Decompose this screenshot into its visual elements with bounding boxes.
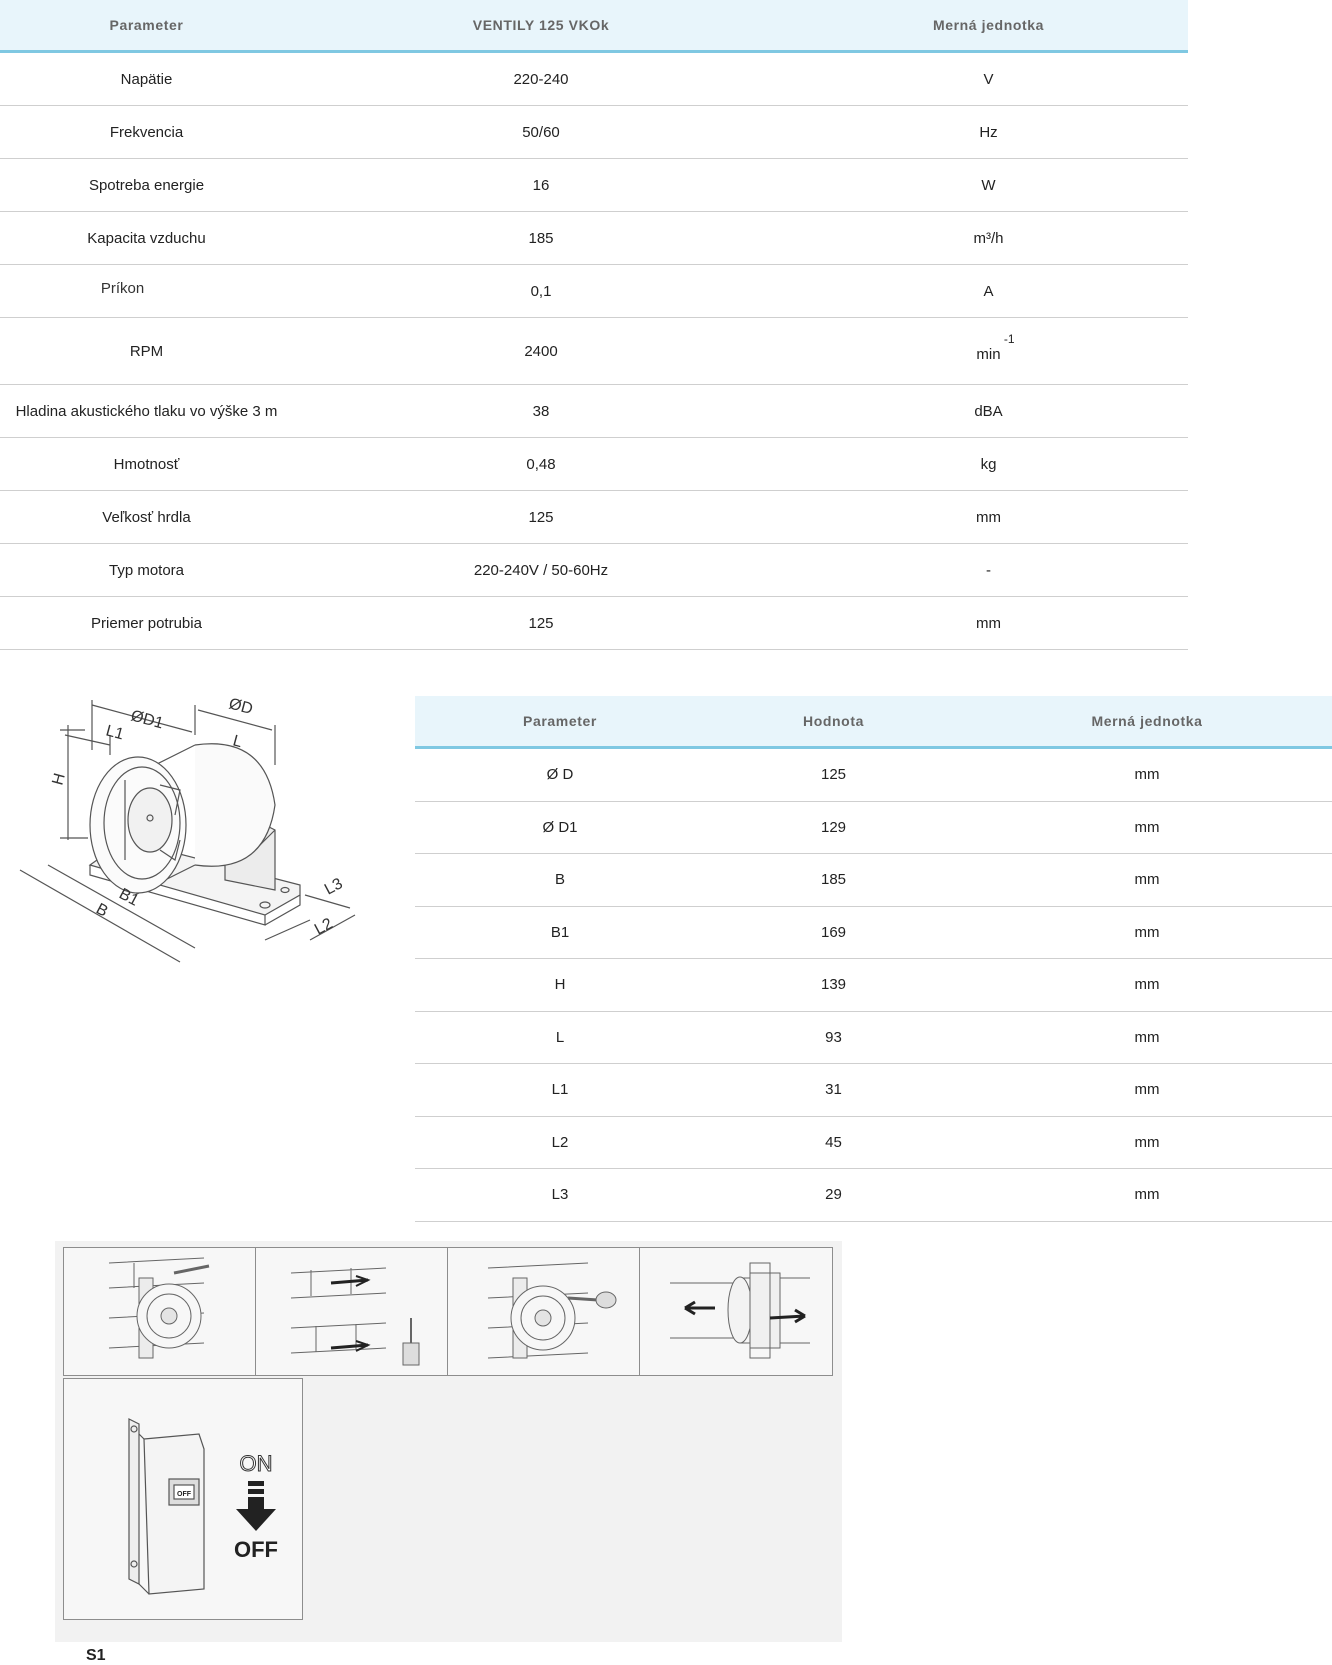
value-cell: 220-240 [293, 52, 789, 106]
unit-cell: mm [962, 1064, 1332, 1117]
param-cell: Typ motora [0, 544, 293, 597]
table-row [415, 906, 1332, 959]
param-cell: L1 [415, 1064, 705, 1117]
table-row [415, 1116, 1332, 1169]
unit-exponent: -1 [1003, 331, 1015, 346]
unit-cell [789, 318, 1188, 385]
down-arrow-icon [236, 1481, 276, 1531]
unit-cell: m³/h [789, 212, 1188, 265]
install-step-1 [63, 1247, 257, 1376]
table-row [415, 1064, 1332, 1117]
table-row [0, 159, 1188, 212]
table-row [415, 854, 1332, 907]
param-cell: Hmotnosť [0, 438, 293, 491]
table-row [0, 265, 1188, 318]
dim-header-unit: Merná jednotka [962, 696, 1332, 748]
table-row [0, 385, 1188, 438]
value-cell: 50/60 [293, 106, 789, 159]
param-cell: Hladina akustického tlaku vo výške 3 m [0, 385, 293, 438]
value-cell: 93 [705, 1011, 962, 1064]
table-row [0, 52, 1188, 106]
install-step-4 [639, 1247, 833, 1376]
label-l1: L1 [103, 722, 126, 744]
duct-connect-icon [640, 1248, 832, 1375]
param-cell: Ø D [415, 748, 705, 802]
table-row [415, 801, 1332, 854]
value-cell: 169 [705, 906, 962, 959]
unit-cell: mm [789, 491, 1188, 544]
unit-cell: mm [962, 801, 1332, 854]
unit-cell: mm [962, 959, 1332, 1012]
unit-cell: Hz [789, 106, 1188, 159]
table-row [0, 544, 1188, 597]
specs-header-row [0, 0, 1188, 52]
table-row [415, 959, 1332, 1012]
specs-header-parameter: Parameter [0, 0, 293, 52]
unit-cell: mm [789, 597, 1188, 650]
value-cell: 29 [705, 1169, 962, 1222]
param-cell: RPM [0, 318, 293, 385]
unit-cell: dBA [789, 385, 1188, 438]
table-row [0, 106, 1188, 159]
param-cell: L3 [415, 1169, 705, 1222]
label-b: B [93, 900, 111, 921]
unit-cell: mm [962, 748, 1332, 802]
unit-cell: V [789, 52, 1188, 106]
breaker-off-label: OFF [177, 1491, 191, 1498]
table-row [0, 491, 1188, 544]
unit-cell: W [789, 159, 1188, 212]
param-cell: H [415, 959, 705, 1012]
dim-header-parameter: Parameter [415, 696, 705, 748]
unit-cell: - [789, 544, 1188, 597]
on-label: ON [239, 1451, 273, 1476]
specs-header-unit: Merná jednotka [789, 0, 1188, 52]
table-row [0, 318, 1188, 385]
label-l2: L2 [311, 915, 336, 939]
value-cell: 125 [293, 491, 789, 544]
param-cell: B [415, 854, 705, 907]
unit-cell: A [789, 265, 1188, 318]
value-cell: 220-240V / 50-60Hz [293, 544, 789, 597]
param-cell: Napätie [0, 52, 293, 106]
value-cell: 129 [705, 801, 962, 854]
param-cell: Kapacita vzduchu [0, 212, 293, 265]
unit-cell: mm [962, 1169, 1332, 1222]
installation-instructions [55, 1241, 842, 1664]
value-cell: 185 [705, 854, 962, 907]
dimensions-header-row [415, 696, 1332, 748]
table-row [415, 1169, 1332, 1222]
wall-mount-fan-icon [64, 1248, 256, 1375]
fan-dimension-drawing [10, 690, 380, 1010]
param-cell: B1 [415, 906, 705, 959]
switch-label: S1 [86, 1647, 106, 1664]
dim-header-value: Hodnota [705, 696, 962, 748]
value-cell: 2400 [293, 318, 789, 385]
value-cell: 16 [293, 159, 789, 212]
specs-header-model: VENTILY 125 VKOk [293, 0, 789, 52]
screw-fan-icon [448, 1248, 640, 1375]
param-cell: Ø D1 [415, 801, 705, 854]
unit-cell: mm [962, 854, 1332, 907]
table-row [0, 438, 1188, 491]
table-row [0, 212, 1188, 265]
rpm-unit [976, 331, 1015, 363]
circuit-breaker-icon [64, 1379, 302, 1619]
param-cell: Priemer potrubia [0, 597, 293, 650]
unit-cell: mm [962, 906, 1332, 959]
table-row [415, 1011, 1332, 1064]
param-cell: Spotreba energie [0, 159, 293, 212]
install-step-3 [447, 1247, 641, 1376]
param-label: Príkon [100, 279, 145, 297]
param-cell: L [415, 1011, 705, 1064]
label-h: H [49, 771, 69, 788]
value-cell: 45 [705, 1116, 962, 1169]
install-step-switch [63, 1378, 303, 1664]
install-step-2 [255, 1247, 449, 1376]
dimensions-table [415, 696, 1332, 1222]
specs-table [0, 0, 1188, 650]
unit-cell: mm [962, 1116, 1332, 1169]
value-cell: 125 [293, 597, 789, 650]
value-cell: 0,48 [293, 438, 789, 491]
label-d1: ØD1 [128, 707, 166, 733]
label-d: ØD [226, 695, 255, 719]
label-b1: B1 [116, 885, 142, 910]
unit-cell: kg [789, 438, 1188, 491]
unit-base: min [976, 345, 1001, 363]
value-cell: 0,1 [293, 265, 789, 318]
value-cell: 38 [293, 385, 789, 438]
label-l3: L3 [321, 875, 346, 899]
param-cell: L2 [415, 1116, 705, 1169]
drill-holes-icon [256, 1248, 448, 1375]
value-cell: 139 [705, 959, 962, 1012]
table-row [0, 597, 1188, 650]
param-cell [0, 265, 293, 318]
off-label: OFF [234, 1537, 278, 1562]
label-l: L [230, 732, 244, 752]
unit-cell: mm [962, 1011, 1332, 1064]
table-row [415, 748, 1332, 802]
value-cell: 125 [705, 748, 962, 802]
param-cell: Veľkosť hrdla [0, 491, 293, 544]
param-cell: Frekvencia [0, 106, 293, 159]
value-cell: 31 [705, 1064, 962, 1117]
value-cell: 185 [293, 212, 789, 265]
